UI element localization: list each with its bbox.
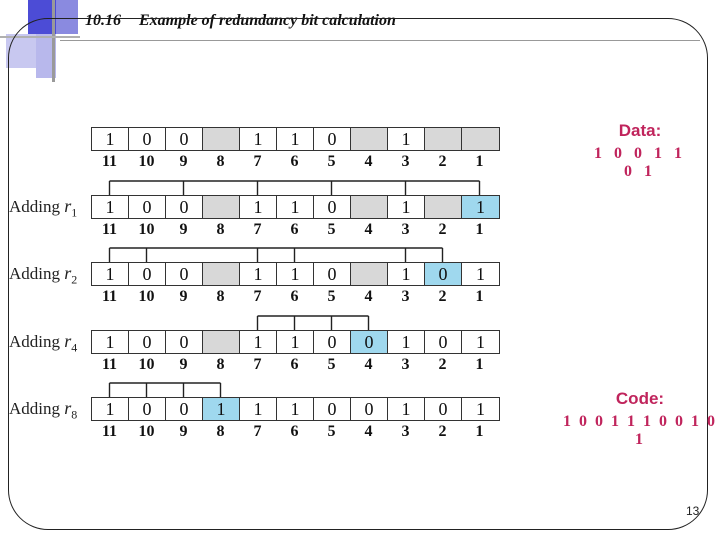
bit-cell: 1 (388, 398, 425, 420)
code-value: 1 0 0 1 1 1 0 0 1 0 1 (563, 413, 717, 448)
bit-cell: 1 (92, 128, 129, 150)
bit-cell: 1 (388, 196, 425, 218)
bit-cell: 1 (462, 196, 499, 218)
bit-cell: 1 (277, 263, 314, 285)
bit-position: 2 (438, 423, 447, 440)
bit-cell: 0 (314, 398, 351, 420)
bit-position: 11 (101, 288, 118, 305)
bit-cell: 1 (240, 128, 277, 150)
bit-cell: 1 (240, 196, 277, 218)
bit-position: 6 (290, 356, 299, 373)
bit-position: 1 (475, 153, 484, 170)
bit-cell: 1 (277, 196, 314, 218)
bit-position: 8 (216, 423, 225, 440)
bit-cell: 0 (166, 331, 203, 353)
bit-position: 3 (401, 288, 410, 305)
bit-cell: 0 (314, 331, 351, 353)
bit-cell: 0 (166, 196, 203, 218)
bit-position: 8 (216, 356, 225, 373)
bit-position: 1 (475, 288, 484, 305)
bit-cell: 0 (425, 263, 462, 285)
bit-position: 6 (290, 221, 299, 238)
bit-position: 7 (253, 288, 262, 305)
bit-position: 8 (216, 153, 225, 170)
bit-cell: 1 (92, 196, 129, 218)
row-label: Adding $r_1$ (9, 196, 78, 220)
bit-cell: 1 (476, 264, 485, 284)
bit-position: 1 (475, 423, 484, 440)
data-label: Data: (618, 121, 662, 140)
bit-position: 7 (253, 221, 262, 238)
bit-cell: 1 (277, 398, 314, 420)
bit-position: 7 (253, 153, 262, 170)
bit-position: 6 (290, 153, 299, 170)
bit-cell: 0 (351, 331, 388, 353)
bit-cell: 0 (166, 263, 203, 285)
bit-position: 3 (401, 356, 410, 373)
data-value: 1 0 0 1 1 0 1 (594, 145, 686, 180)
bit-position: 5 (327, 221, 336, 238)
bit-position: 10 (138, 221, 155, 238)
bit-position: 6 (290, 288, 299, 305)
bit-position: 3 (401, 423, 410, 440)
bit-cell: 1 (388, 331, 425, 353)
bit-position: 9 (179, 153, 188, 170)
bit-position: 1 (475, 221, 484, 238)
bit-cell: 1 (388, 263, 425, 285)
row-label: Adding $r_2$ (9, 263, 78, 287)
bit-position: 11 (101, 356, 118, 373)
bit-cell: 1 (203, 398, 240, 420)
code-info (560, 389, 720, 449)
bit-cell: 0 (166, 398, 203, 420)
bit-cell: 1 (476, 332, 485, 352)
bit-position: 4 (364, 221, 373, 238)
figure-number: 10.16 (85, 12, 121, 29)
bit-position: 2 (438, 221, 447, 238)
bit-cell: 1 (92, 331, 129, 353)
bit-cell: 0 (129, 263, 166, 285)
bit-position: 7 (253, 356, 262, 373)
bit-cell: 0 (129, 398, 166, 420)
figure-caption: Example of redundancy bit calculation (139, 12, 396, 29)
bit-cell: 0 (425, 398, 462, 420)
bit-position: 9 (179, 288, 188, 305)
bit-position: 2 (438, 356, 447, 373)
bit-position: 11 (101, 153, 118, 170)
bit-cell: 1 (277, 331, 314, 353)
row-label: Adding $r_8$ (9, 398, 78, 422)
bit-position: 2 (438, 153, 447, 170)
bit-position: 3 (401, 153, 410, 170)
bit-position: 11 (101, 221, 118, 238)
bit-cell: 0 (166, 128, 203, 150)
bit-cell: 0 (314, 128, 351, 150)
bit-position: 4 (364, 356, 373, 373)
bit-position: 6 (290, 423, 299, 440)
bit-cell: 0 (129, 128, 166, 150)
bit-cell: 1 (277, 128, 314, 150)
data-info (585, 121, 695, 181)
bit-position: 11 (101, 423, 118, 440)
code-label: Code: (615, 389, 665, 408)
bit-cell: 1 (240, 398, 277, 420)
bit-cell: 0 (129, 196, 166, 218)
bit-position: 4 (364, 423, 373, 440)
bit-cell: 0 (425, 331, 462, 353)
bit-cell: 1 (240, 263, 277, 285)
bit-position: 8 (216, 221, 225, 238)
bit-cell: 1 (476, 399, 485, 419)
bit-position: 4 (364, 153, 373, 170)
bit-position: 5 (327, 356, 336, 373)
bit-cell: 0 (129, 331, 166, 353)
bit-position: 1 (475, 356, 484, 373)
bit-position: 10 (138, 288, 155, 305)
bit-position: 5 (327, 288, 336, 305)
bit-position: 9 (179, 356, 188, 373)
bit-position: 10 (138, 153, 155, 170)
bit-position: 9 (179, 221, 188, 238)
bit-cell: 0 (314, 263, 351, 285)
bit-position: 8 (216, 288, 225, 305)
bit-cell: 1 (388, 128, 425, 150)
bit-cell: 1 (92, 398, 129, 420)
bit-position: 10 (138, 423, 155, 440)
bit-position: 7 (253, 423, 262, 440)
bit-position: 3 (401, 221, 410, 238)
bit-position: 5 (327, 423, 336, 440)
row-label: Adding $r_4$ (9, 331, 78, 355)
bit-cell: 0 (351, 398, 388, 420)
bit-cell: 1 (240, 331, 277, 353)
bit-position: 10 (138, 356, 155, 373)
bit-position: 4 (364, 288, 373, 305)
bit-cell: 0 (314, 196, 351, 218)
bit-position: 9 (179, 423, 188, 440)
bit-position: 2 (438, 288, 447, 305)
bit-cell: 1 (92, 263, 129, 285)
bit-position: 5 (327, 153, 336, 170)
page-number: 13 (686, 504, 700, 518)
